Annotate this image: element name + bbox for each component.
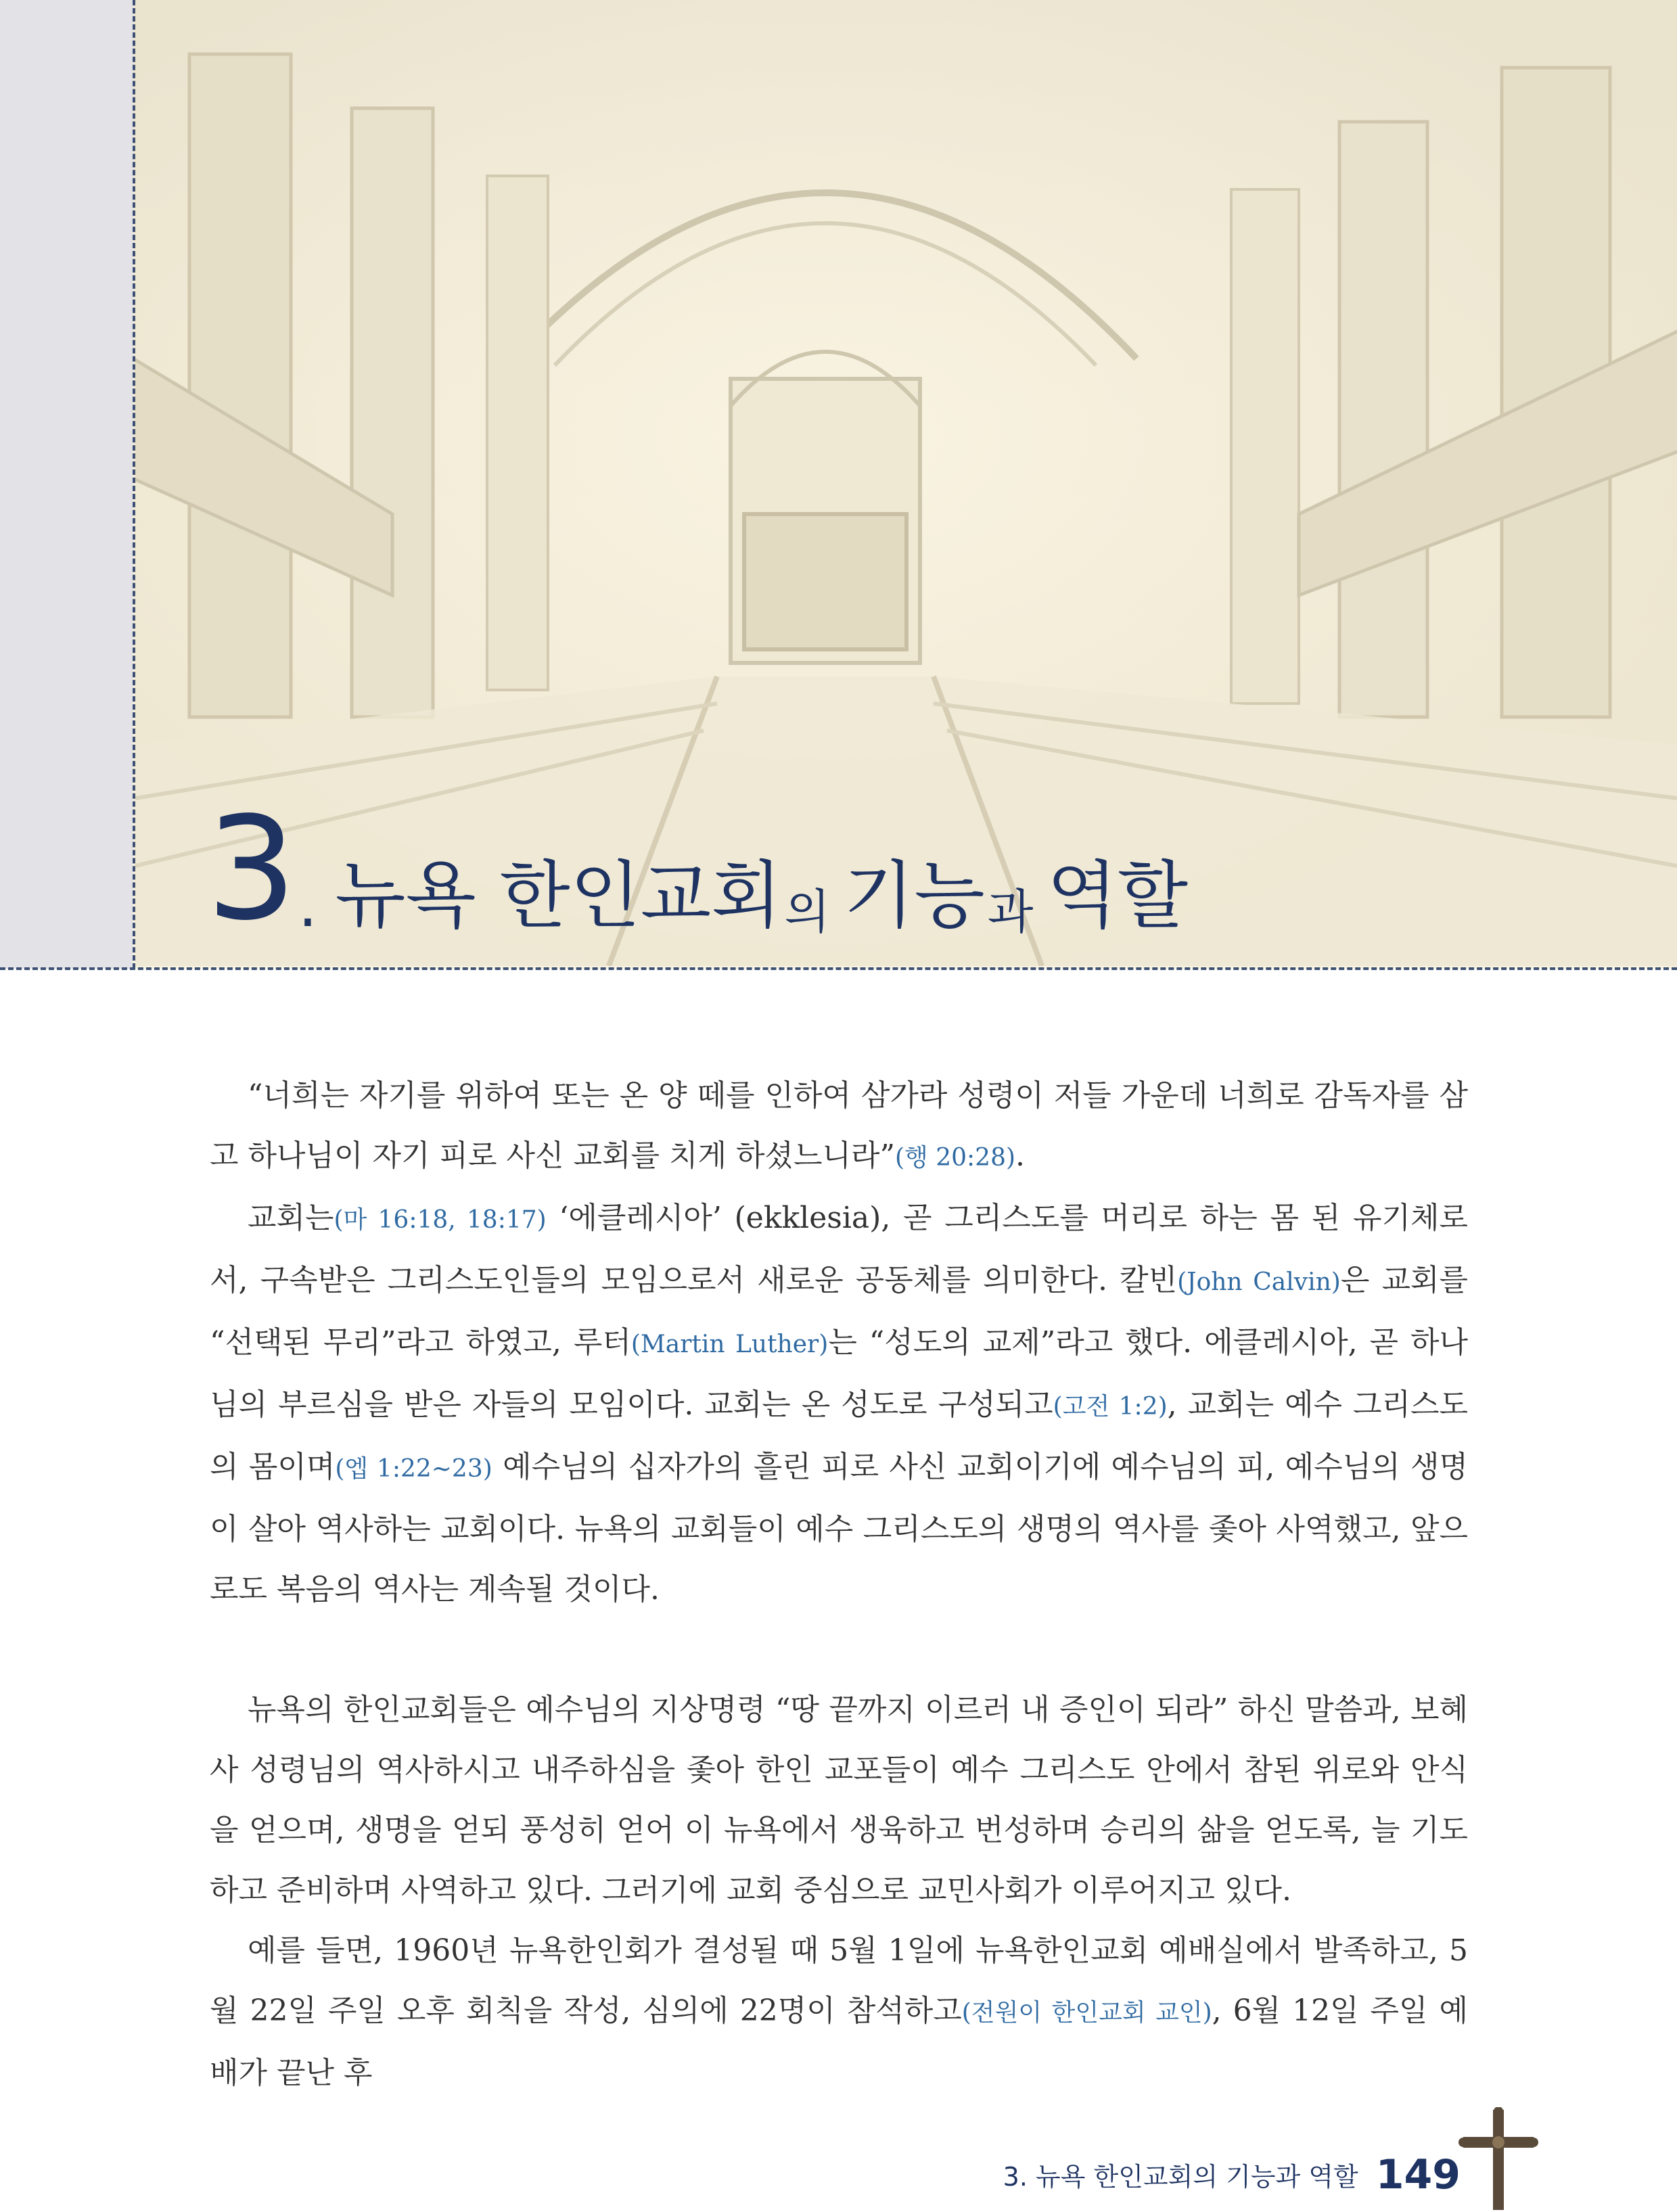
- paragraph: [210, 1680, 1468, 1920]
- paragraph-text: 교회는: [248, 1201, 334, 1235]
- scripture-reference: (고전 1:2): [1053, 1393, 1168, 1421]
- paragraph-text: , 6월 12일 주일 예배가 끝난 후: [210, 1994, 1469, 2090]
- scripture-reference: (Martin Luther): [630, 1331, 829, 1358]
- cross-icon: [1458, 2107, 1539, 2212]
- paragraph: [210, 1065, 1468, 1188]
- paragraph-text: 는 “성도의 교제”라고 했다. 에클레시아, 곧 하나님의 부르심을 받은 자들의 모임이다. 교회는 온 성도로 구성되고: [210, 1325, 1468, 1422]
- left-margin-strip: [0, 0, 133, 969]
- scripture-reference: (John Calvin): [1177, 1268, 1341, 1296]
- chapter-number-dot: .: [298, 870, 318, 941]
- paragraph-text: 뉴욕의 한인교회들은 예수님의 지상명령 “땅 끝까지 이르러 내 증인이 되라” 하신 말씀과, 보혜사 성령님의 역사하시고 내주하심을 좇아 한인 교포들이 예수 그리스도 안에서 참된 위로와 안식을 얻으며, 생명을 얻되 풍성히 얻어 이 뉴욕에서 생육하고 번성하며 승리의 삶을 얻도록, 늘 기도하고 준비하며 사역하고 있다. 그러기에 교회 중심으로 교민사회가 이루어지고 있다.: [210, 1692, 1468, 1908]
- chapter-heading: [206, 778, 1189, 952]
- paragraph: [210, 1188, 1468, 1619]
- scripture-reference: (엡 1:22~23): [335, 1455, 492, 1483]
- chapter-number: 3: [206, 786, 294, 952]
- scripture-reference: (행 20:28): [894, 1144, 1016, 1172]
- body-text: [210, 1065, 1468, 2103]
- vertical-dashed-line: [133, 0, 135, 969]
- chapter-title-part: 기능: [844, 854, 985, 939]
- chapter-title-part: 뉴욕 한인교회: [335, 854, 782, 939]
- chapter-title-part: 역할: [1047, 854, 1189, 939]
- paragraph-text: 예수님의 십자가의 흘린 피로 사신 교회이기에 예수님의 피, 예수님의 생명이 살아 역사하는 교회이다. 뉴욕의 교회들이 예수 그리스도의 생명의 역사를 좇아 사역했고, 앞으로도 복음의 역사는 계속될 것이다.: [210, 1450, 1468, 1607]
- paragraph-text: .: [1015, 1138, 1026, 1173]
- chapter-title-part: 과: [987, 884, 1034, 940]
- paragraph-text: 은 교회를 “선택된 무리”라고 하였고, 루터: [210, 1263, 1468, 1360]
- paragraph-text: “너희는 자기를 위하여 또는 온 양 떼를 인하여 삼가라 성령이 저들 가운데 너희로 감독자를 삼고 하나님이 자기 피로 사신 교회를 치게 하셨느니라”: [210, 1078, 1468, 1173]
- paragraph: [210, 1920, 1468, 2103]
- paragraph-text: ‘에클레시아’ (ekklesia), 곧 그리스도를 머리로 하는 몸 된 유기체로서, 구속받은 그리스도인들의 모임으로서 새로운 공동체를 의미한다. 칼빈: [210, 1201, 1468, 1297]
- paragraph-text: , 교회는 예수 그리스도의 몸이며: [210, 1387, 1468, 1484]
- scripture-reference: (전원이 한인교회 교인): [961, 1999, 1212, 2027]
- page-footer: [1003, 2144, 1461, 2198]
- footer-chapter-title: 3. 뉴욕 한인교회의 기능과 역할: [1003, 2162, 1358, 2192]
- horizontal-dashed-line: [0, 967, 1677, 970]
- page-number: 149: [1375, 2151, 1461, 2198]
- chapter-title-part: 의: [784, 884, 831, 940]
- paragraph-text: 예를 들면, 1960년 뉴욕한인회가 결성될 때 5월 1일에 뉴욕한인교회 예배실에서 발족하고, 5월 22일 주일 오후 회칙을 작성, 심의에 22명이 참석하고: [210, 1933, 1468, 2028]
- scripture-reference: (마 16:18, 18:17): [334, 1206, 547, 1234]
